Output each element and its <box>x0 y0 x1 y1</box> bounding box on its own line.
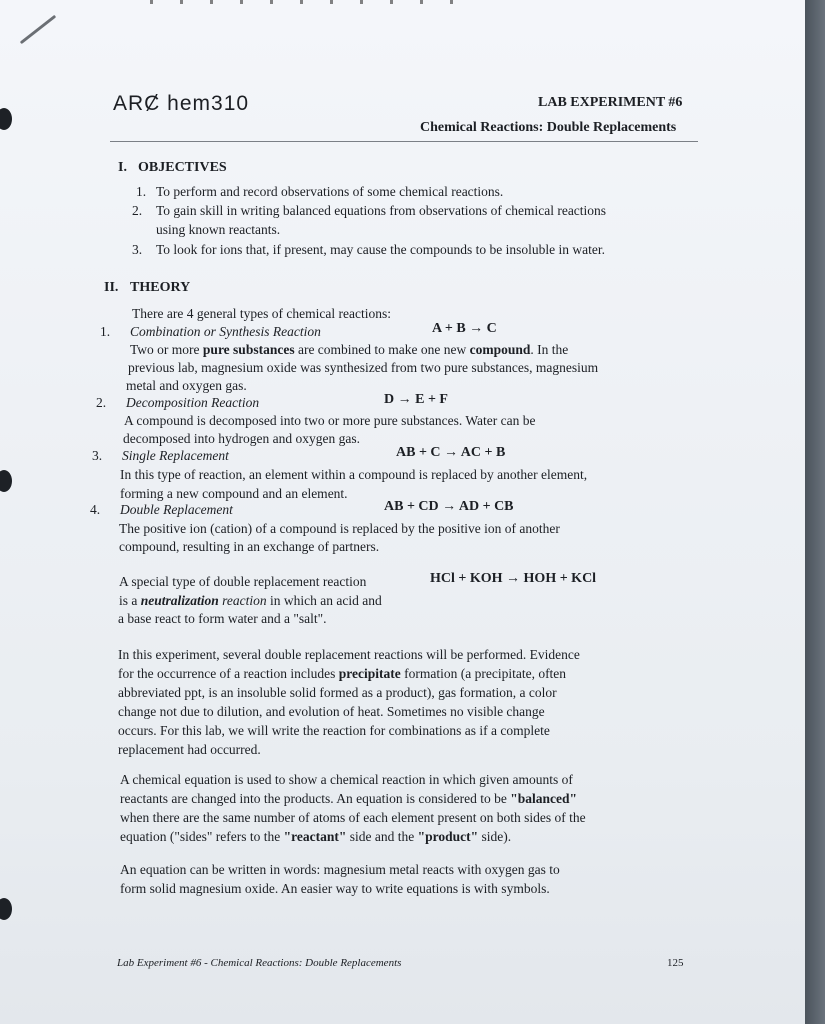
text: are combined to make one new <box>294 342 470 357</box>
objectives-heading: OBJECTIVES <box>138 160 227 175</box>
paragraph-line: abbreviated ppt, is an insoluble solid formed as a product), gas formation, a color <box>118 685 557 700</box>
reaction-type-name: Double Replacement <box>120 502 233 517</box>
bold-term: pure substances <box>202 342 295 357</box>
term-balanced: "balanced" <box>510 791 577 806</box>
paragraph-line: change not due to dilution, and evolution of heat. Sometimes no visible change <box>118 704 545 719</box>
reaction-type-name: Single Replacement <box>122 448 229 463</box>
neutralization-line <box>119 591 382 610</box>
objective-item: To perform and record observations of some chemical reactions. <box>156 184 504 199</box>
paragraph-line <box>120 827 511 846</box>
reaction-equation: D → E + F <box>384 392 448 407</box>
paragraph-line: In this experiment, several double replacement reactions will be performed. Evidence <box>118 647 580 662</box>
text: Two or more <box>130 342 203 357</box>
previous-page-edge <box>150 0 470 4</box>
reaction-equation: AB + CD → AD + CB <box>384 499 514 514</box>
objectives-numeral: I. <box>118 160 127 175</box>
text: for the occurrence of a reaction includes <box>118 666 339 681</box>
theory-heading: THEORY <box>130 280 191 295</box>
paragraph-line: A chemical equation is used to show a chemical reaction in which given amounts of <box>120 772 573 787</box>
reaction-equation: A + B → C <box>432 321 497 336</box>
neutralization-equation: HCl + KOH → HOH + KCl <box>430 571 597 586</box>
term-neutralization: neutralization <box>140 593 219 608</box>
reaction-desc: A compound is decomposed into two or more pure substances. Water can be <box>124 413 536 428</box>
objective-num: 3. <box>132 242 143 257</box>
reaction-desc <box>130 340 568 359</box>
reaction-num: 1. <box>100 324 111 339</box>
page-number: 125 <box>667 957 684 969</box>
reaction-desc: The positive ion (cation) of a compound is replaced by the positive ion of another <box>119 521 560 536</box>
text: reactants are changed into the products. An equation is considered to be <box>120 791 511 806</box>
paragraph-line <box>120 789 577 808</box>
text: side and the <box>346 829 418 844</box>
objective-num: 1. <box>136 184 147 199</box>
background-surface <box>805 0 825 1024</box>
paragraph-line: An equation can be written in words: magnesium metal reacts with oxygen gas to <box>120 862 560 877</box>
term-reactant: "reactant" <box>283 829 347 844</box>
reaction-desc: metal and oxygen gas. <box>126 378 247 393</box>
reaction-desc: In this type of reaction, an element within a compound is replaced by another element, <box>120 467 588 482</box>
text: . In the <box>530 342 569 357</box>
reaction-type-name: Decomposition Reaction <box>126 395 260 410</box>
reaction-equation: AB + C → AC + B <box>396 445 506 460</box>
theory-numeral: II. <box>104 280 119 295</box>
term-reaction: reaction <box>218 593 267 608</box>
objective-item-cont: using known reactants. <box>156 222 281 237</box>
paragraph-line: when there are the same number of atoms of each element present on both sides of the <box>120 810 586 825</box>
reaction-type-name: Combination or Synthesis Reaction <box>130 324 321 339</box>
course-code: ARȻ hem310 <box>113 92 250 115</box>
text: in which an acid and <box>266 593 382 608</box>
reaction-num: 2. <box>96 395 107 410</box>
objective-num: 2. <box>132 203 143 218</box>
term-precipitate: precipitate <box>338 666 401 681</box>
text: side). <box>478 829 512 844</box>
punch-hole-bottom <box>0 898 12 920</box>
neutralization-intro: A special type of double replacement reaction <box>119 574 367 589</box>
objective-item: To look for ions that, if present, may cause the compounds to be insoluble in water. <box>156 242 605 257</box>
term-product: "product" <box>417 829 479 844</box>
reaction-desc: forming a new compound and an element. <box>120 486 348 501</box>
paragraph-line: occurs. For this lab, we will write the reaction for combinations as if a complete <box>118 723 550 738</box>
reaction-desc: decomposed into hydrogen and oxygen gas. <box>123 431 360 446</box>
paragraph-line <box>118 664 566 683</box>
lab-number: LAB EXPERIMENT #6 <box>538 95 683 110</box>
text: is a <box>119 593 141 608</box>
punch-hole-middle <box>0 470 12 492</box>
punch-hole-top <box>0 108 12 130</box>
reaction-num: 4. <box>90 502 101 517</box>
paragraph-line: form solid magnesium oxide. An easier way to write equations is with symbols. <box>120 881 550 896</box>
header-rule <box>110 141 698 142</box>
objective-item: To gain skill in writing balanced equations from observations of chemical reactions <box>156 203 607 218</box>
staple <box>20 15 57 44</box>
footer-title: Lab Experiment #6 - Chemical Reactions: Double Replacements <box>117 957 402 969</box>
text: equation ("sides" refers to the <box>120 829 284 844</box>
bold-term: compound <box>469 342 531 357</box>
lab-title: Chemical Reactions: Double Replacements <box>420 120 677 135</box>
theory-intro: There are 4 general types of chemical reactions: <box>132 306 391 321</box>
reaction-desc: compound, resulting in an exchange of partners. <box>119 539 380 554</box>
neutralization-line: a base react to form water and a "salt". <box>118 611 327 626</box>
paragraph-line: replacement had occurred. <box>118 742 261 757</box>
reaction-desc: previous lab, magnesium oxide was synthesized from two pure substances, magnesium <box>128 360 599 375</box>
reaction-num: 3. <box>92 448 103 463</box>
text: formation (a precipitate, often <box>400 666 567 681</box>
